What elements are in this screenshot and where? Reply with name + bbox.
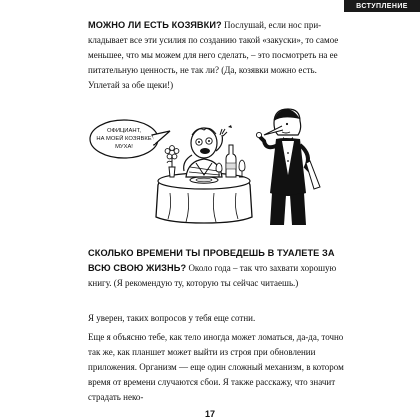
bubble-line-1: ОФИЦИАНТ,: [106, 128, 142, 134]
running-head: [344, 0, 420, 12]
bubble-line-3: МУХА!: [115, 144, 133, 150]
question-heading-boogers: МОЖНО ЛИ ЕСТЬ КОЗЯВКИ?: [88, 20, 222, 30]
paragraph-body-breakdown: [88, 330, 346, 405]
paragraph-body-toilet: Около года – так что захвати хорошую книгу. (Я рекомендую ту, которую ты сейчас читаешь.): [88, 263, 337, 288]
flower-vase: [165, 146, 179, 177]
page-number: 17: [204, 409, 215, 419]
paragraph-boogers: [88, 18, 346, 93]
bubble-line-2: НА МОЕЙ КОЗЯВКЕ: [96, 136, 152, 142]
paragraph-body-breakdown-text: Еще я объясню тебе, как тело иногда может ломаться, да-да, точно так же, как планшет может выйти из строя при обновлении приложения. Организм — еще один сложный механизм, в котором время от времени случаются сбои. Я также расскажу, что значит страдать неко-: [88, 332, 344, 402]
cartoon-illustration: [88, 97, 346, 237]
fly-icon: [228, 125, 232, 128]
speech-bubble: [90, 120, 170, 158]
question-heading-toilet: СКОЛЬКО ВРЕМЕНИ ТЫ ПРОВЕДЕШЬ В ТУАЛЕТЕ ЗА ВСЮ СВОЮ ЖИЗНЬ?: [88, 248, 335, 273]
paragraph-toilet-time: [88, 246, 346, 291]
paragraph-body-boogers: Послушай, если нос прикладывает все эти усилия по созданию такой «закуски», то самое меньшее, что мы можем для него сделать, – это посмотреть на ее питательную ценность, не так ли? (Да, козявки можно есть. Уплетай за обе щеки!): [88, 20, 339, 90]
paragraph-body-hundreds: Я уверен, таких вопросов у тебя еще сотни.: [88, 313, 256, 323]
waiter-character: [256, 109, 320, 225]
section-title: ВСТУПЛЕНИЕ: [356, 2, 408, 10]
wine-bottle: [226, 145, 236, 177]
restaurant-table: [156, 173, 252, 223]
paragraph-hundreds-questions: [88, 311, 346, 326]
diner-character: [184, 125, 232, 177]
